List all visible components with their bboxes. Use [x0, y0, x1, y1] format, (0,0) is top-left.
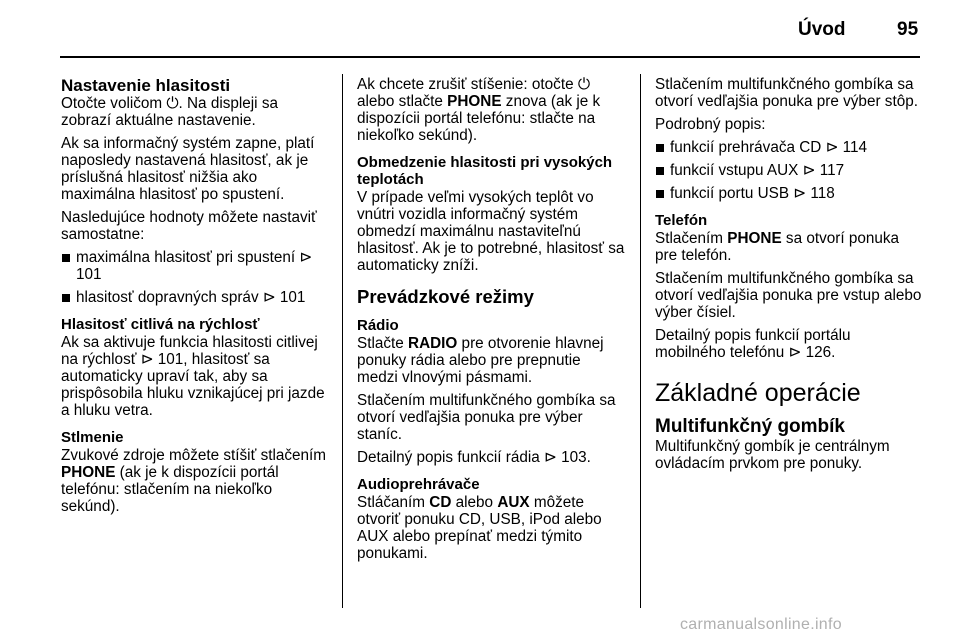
page-number: 95	[897, 19, 919, 40]
paragraph: Stlačením multifunkčného gombíka sa otvorí vedľajšia ponuka pre výber staníc.	[357, 392, 616, 443]
paragraph: Stlačením multifunkčného gombíka sa otvorí vedľajšia ponuka pre výber stôp.	[655, 76, 918, 110]
text: znova (ak je k dispozícii portál telefónu: stlačte na niekoľko sekúnd).	[357, 93, 601, 144]
paragraph: V prípade veľmi vysokých teplôt vo vnútri vozidla informačný systém obmedzí maximálnu nastaviteľnú hlasitosť. Ak je to potrebné, hlasitosť sa automaticky zníži.	[357, 189, 625, 274]
column-divider-2	[640, 74, 641, 608]
column-3	[655, 76, 923, 478]
paragraph	[61, 447, 329, 515]
paragraph	[357, 335, 625, 386]
text: môžete otvoriť ponuku CD, USB, iPod alebo AUX alebo prepínať medzi týmito ponukami.	[357, 494, 602, 562]
page-title: Úvod	[798, 19, 846, 40]
phone-key-label: PHONE	[447, 93, 502, 110]
bullet-item: funkcií portu USB ⊳ 118	[655, 185, 923, 202]
aux-key-label: AUX	[497, 494, 530, 511]
text: (ak je k dispozícii portál telefónu: stlačením na niekoľko sekúnd).	[61, 464, 279, 515]
text: Ak chcete zrušiť stíšenie: otočte ⏻ alebo stlačte	[357, 76, 590, 110]
text: alebo	[451, 494, 498, 511]
paragraph	[357, 494, 625, 562]
paragraph	[357, 76, 625, 144]
paragraph: Podrobný popis:	[655, 116, 766, 133]
bullet-item: maximálna hlasitosť pri spustení ⊳ 101	[61, 249, 329, 283]
text: Zvukové zdroje môžete stíšiť stlačením	[61, 447, 327, 464]
bullet-item: hlasitosť dopravných správ ⊳ 101	[61, 289, 329, 306]
phone-key-label: PHONE	[61, 464, 116, 481]
column-1	[61, 76, 329, 521]
watermark: carmanualsonline.info	[680, 616, 842, 633]
text: Stlačením	[655, 230, 728, 247]
text: Stláčaním	[357, 494, 430, 511]
bullet-item: funkcií vstupu AUX ⊳ 117	[655, 162, 923, 179]
paragraph: Ak sa aktivuje funkcia hlasitosti citlivej na rýchlosť ⊳ 101, hlasitosť sa automaticky upraví tak, aby sa prispôsobila hluku vznikajúcej pri jazde a hluku vetra.	[61, 334, 325, 419]
phone-key-label: PHONE	[727, 230, 782, 247]
text: Stlačte	[357, 335, 409, 352]
heading-basic-operation: Základné operácie	[655, 379, 861, 407]
text: pre otvorenie hlavnej ponuky rádia alebo pre prepnutie medzi vlnovými pásmami.	[357, 335, 604, 386]
paragraph: Ak sa informačný systém zapne, platí naposledy nastavená hlasitosť, ak je príslušná hlasitosť nižšia ako maximálna hlasitosť po spustení.	[61, 135, 315, 203]
heading-audio-players: Audioprehrávače	[357, 476, 480, 493]
paragraph	[655, 230, 923, 264]
cd-key-label: CD	[429, 494, 452, 511]
heading-multifunction-knob: Multifunkčný gombík	[655, 416, 845, 437]
paragraph: Detailný popis funkcií portálu mobilného telefónu ⊳ 126.	[655, 327, 851, 361]
radio-key-label: RADIO	[408, 335, 458, 352]
heading-volume: Nastavenie hlasitosti	[61, 76, 231, 95]
heading-radio: Rádio	[357, 317, 399, 334]
paragraph: Nasledujúce hodnoty môžete nastaviť samostatne:	[61, 209, 317, 243]
heading-speed-volume: Hlasitosť citlivá na rýchlosť	[61, 316, 260, 333]
heading-temperature-limit: Obmedzenie hlasitosti pri vysokých teplotách	[357, 154, 613, 188]
text: sa otvorí ponuka pre telefón.	[655, 230, 900, 264]
paragraph: Detailný popis funkcií rádia ⊳ 103.	[357, 449, 591, 466]
column-divider-1	[342, 74, 343, 608]
column-2	[357, 76, 625, 568]
page-header	[0, 0, 960, 52]
header-rule	[60, 56, 920, 58]
heading-phone: Telefón	[655, 212, 708, 229]
paragraph: Stlačením multifunkčného gombíka sa otvorí vedľajšia ponuka pre vstup alebo výber čísiel.	[655, 270, 922, 321]
paragraph: Multifunkčný gombík je centrálnym ovládacím prvkom pre ponuky.	[655, 438, 890, 472]
heading-operating-modes: Prevádzkové režimy	[357, 286, 534, 307]
bullet-item: funkcií prehrávača CD ⊳ 114	[655, 139, 923, 156]
heading-mute: Stlmenie	[61, 429, 124, 446]
paragraph: Otočte voličom ⏻. Na displeji sa zobrazí aktuálne nastavenie.	[61, 95, 278, 129]
